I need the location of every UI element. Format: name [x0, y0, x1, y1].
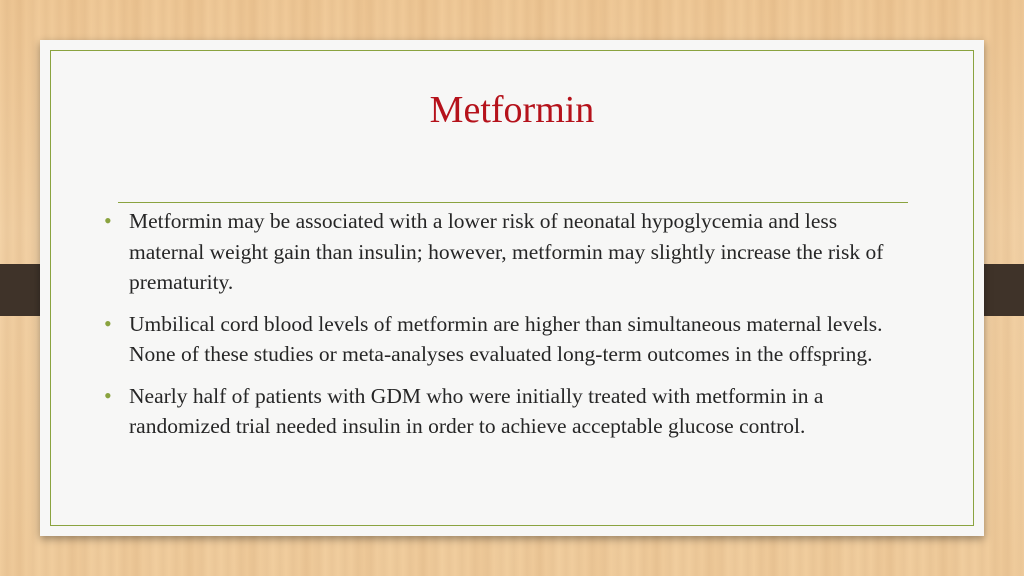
bullet-text: Umbilical cord blood levels of metformin are higher than simultaneous maternal levels. None of these studies or meta-analyses evaluated long-term outcomes in the offspring.: [129, 311, 883, 366]
bullet-item: [104, 381, 904, 442]
slide-title: Metformin: [429, 89, 595, 131]
bullet-dot-icon: •: [104, 208, 112, 233]
bullet-text: Nearly half of patients with GDM who were initially treated with metformin in a randomized trial needed insulin in order to achieve acceptable glucose control.: [129, 383, 824, 438]
title-divider: [118, 202, 908, 203]
bullet-text: Metformin may be associated with a lower risk of neonatal hypoglycemia and less maternal weight gain than insulin; however, metformin may slightly increase the risk of prematurity.: [129, 209, 884, 294]
slide: [40, 40, 984, 536]
bullet-dot-icon: •: [104, 382, 112, 408]
bullet-item: [104, 206, 904, 298]
bullet-dot-icon: •: [104, 310, 112, 336]
bullet-item: [104, 309, 904, 370]
bullet-list: [104, 206, 904, 453]
